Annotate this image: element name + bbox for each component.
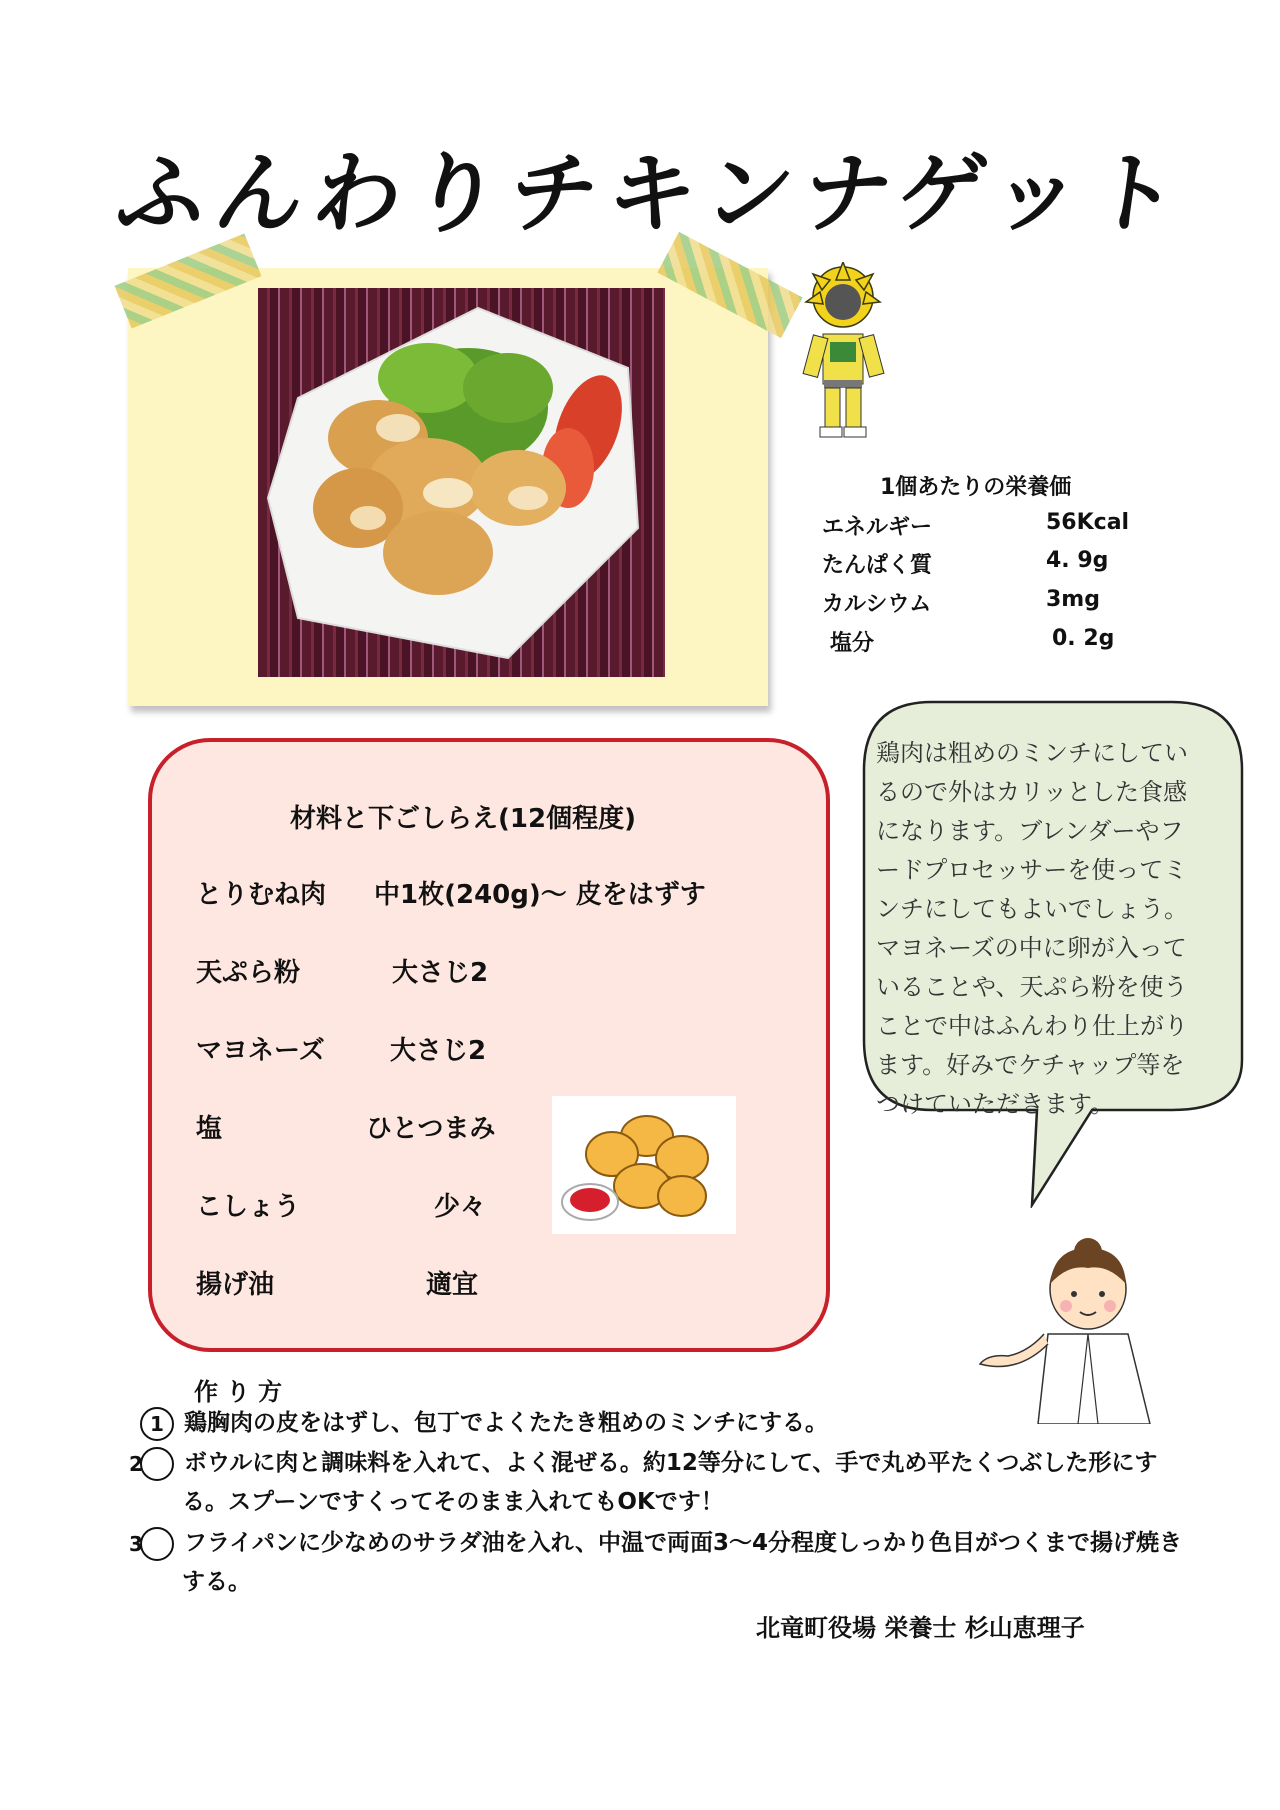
nutrition-value: 4. 9g xyxy=(1046,548,1109,573)
method-step xyxy=(129,1524,1190,1602)
nutrition-label: エネルギー xyxy=(822,515,933,540)
step-text: 鶏胸肉の皮をはずし、包丁でよくたたき粗めのミンチにする。 xyxy=(184,1410,828,1436)
ingredient-amount: 大さじ2 xyxy=(392,958,489,988)
step-number: 1 xyxy=(140,1407,174,1441)
author-credit: 北竜町役場 栄養士 杉山恵理子 xyxy=(756,1614,1085,1642)
ingredient-amount: 適宜 xyxy=(426,1270,479,1300)
ingredient-name: マヨネーズ xyxy=(196,1036,325,1066)
nutrition-label: 塩分 xyxy=(830,631,875,656)
ingredient-name: こしょう xyxy=(196,1192,301,1222)
page-title: ふんわりチキンナゲット xyxy=(110,142,1196,245)
ingredient-amount: 中1枚(240g)～ 皮をはずす xyxy=(374,880,706,910)
ingredient-name: とりむね肉 xyxy=(196,880,327,910)
nutrition-value: 3mg xyxy=(1046,587,1100,612)
nutrition-title: 1個あたりの栄養価 xyxy=(880,475,1072,500)
tip-text: 鶏肉は粗めのミンチにしているので外はカリッとした食感になります。ブレンダーやフードプロセッサーを使ってミンチにしてもよいでしょう。マヨネーズの中に卵が入っていることや、天ぷら粉を使うことで中はふんわり仕上がります。好みでケチャップ等をつけていただきます。 xyxy=(876,739,1188,1118)
ingredient-name: 揚げ油 xyxy=(196,1270,275,1300)
nutrition-value: 56Kcal xyxy=(1046,510,1130,535)
step-text: ボウルに肉と調味料を入れて、よく混ぜる。約12等分にして、手で丸め平たくつぶした形にする。スプーンですくってそのまま入れてもOKです！ xyxy=(182,1450,1158,1515)
ingredient-amount: ひとつまみ xyxy=(366,1114,496,1144)
nutrition-label: カルシウム xyxy=(822,592,932,617)
method-step xyxy=(140,1404,1190,1443)
step-number: 3 xyxy=(140,1527,174,1561)
step-number: 2 xyxy=(140,1447,174,1481)
ingredients-title: 材料と下ごしらえ(12個程度) xyxy=(290,804,636,834)
nutritionist-illustration xyxy=(978,1234,1154,1424)
ingredient-amount: 少々 xyxy=(434,1192,487,1222)
ingredient-name: 天ぷら粉 xyxy=(196,958,301,988)
nutrition-value: 0. 2g xyxy=(1052,626,1115,651)
method-title: 作り方 xyxy=(194,1378,290,1406)
step-text: フライパンに少なめのサラダ油を入れ、中温で両面3～4分程度しっかり色目がつくまで揚げ焼きする。 xyxy=(182,1530,1183,1595)
method-step xyxy=(129,1444,1190,1522)
nutrition-label: たんぱく質 xyxy=(822,553,933,578)
mascot-character-image xyxy=(768,262,918,442)
ingredient-amount: 大さじ2 xyxy=(390,1036,487,1066)
ingredient-name: 塩 xyxy=(196,1114,223,1144)
nugget-photo xyxy=(258,288,665,677)
plate-illustration xyxy=(258,288,665,677)
nugget-illustration xyxy=(552,1096,736,1234)
